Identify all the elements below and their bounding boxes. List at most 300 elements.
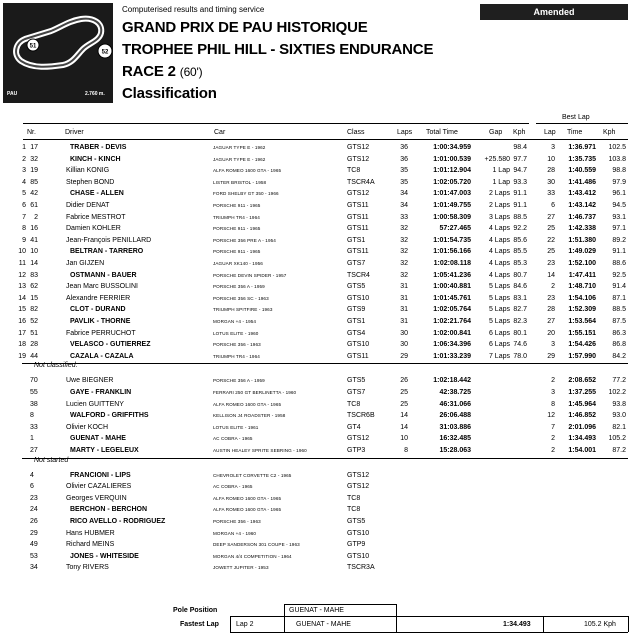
col-gap: Gap bbox=[489, 129, 503, 136]
class-cell: TC8 bbox=[347, 167, 361, 175]
laps-cell: 34 bbox=[400, 202, 408, 209]
driver-cell: BERCHON - BERCHON bbox=[70, 506, 147, 514]
class-cell: GTS11 bbox=[347, 248, 369, 256]
position-cell: 15 bbox=[18, 306, 26, 314]
kph-cell: 74.6 bbox=[513, 341, 527, 349]
laps-cell: 29 bbox=[400, 352, 408, 360]
car-model-cell: MORGAN 4/4 COMPETITION - 1964 bbox=[213, 553, 292, 559]
header-subtitle: Computerised results and timing service bbox=[122, 5, 265, 14]
col-best-time: Time bbox=[567, 129, 583, 136]
total-time-cell: 31:03.886 bbox=[439, 423, 471, 431]
car-number-cell: 55 bbox=[30, 389, 38, 396]
class-cell: GTS11 bbox=[347, 225, 369, 233]
class-cell: GTS5 bbox=[347, 377, 366, 385]
class-cell: GTS1 bbox=[347, 318, 366, 325]
kph-cell: 97.7 bbox=[513, 155, 527, 163]
best-lap-kph-cell: 77.2 bbox=[612, 377, 626, 385]
total-time-cell: 16:32.485 bbox=[439, 435, 471, 443]
total-time-cell: 42:38.725 bbox=[439, 389, 471, 396]
best-lap-kph-cell: 88.5 bbox=[612, 306, 626, 314]
class-cell: GTS4 bbox=[347, 329, 366, 337]
car-model-cell: PORSCHE 911 - 1965 bbox=[213, 226, 261, 232]
best-lap-kph-cell: 93.8 bbox=[612, 400, 626, 408]
table-row bbox=[0, 387, 631, 399]
best-lap-number-cell: 3 bbox=[551, 144, 555, 151]
car-number-cell: 14 bbox=[30, 260, 38, 267]
total-time-cell: 1:01:49.755 bbox=[433, 202, 471, 209]
best-lap-kph-cell: 94.5 bbox=[612, 202, 626, 209]
col-driver: Driver bbox=[65, 129, 84, 136]
class-cell: GTS1 bbox=[347, 236, 366, 244]
best-lap-time-cell: 1:37.255 bbox=[568, 389, 596, 396]
corner-label-51: 51 bbox=[29, 43, 37, 50]
car-number-cell: 24 bbox=[30, 506, 38, 514]
laps-cell: 32 bbox=[400, 260, 408, 267]
class-cell: GTS12 bbox=[347, 190, 370, 198]
best-lap-number-cell: 23 bbox=[547, 294, 555, 302]
class-cell: TC8 bbox=[347, 400, 361, 408]
best-lap-kph-cell: 86.3 bbox=[612, 329, 626, 337]
class-cell: GTS7 bbox=[347, 260, 366, 267]
total-time-cell: 1:01:54.735 bbox=[433, 236, 471, 244]
driver-cell: Alexandre FERRIER bbox=[66, 294, 131, 302]
driver-cell: MARTY - LEGELEUX bbox=[70, 447, 139, 454]
best-lap-number-cell: 12 bbox=[547, 412, 555, 420]
gap-cell: 4 Laps bbox=[488, 236, 510, 244]
car-number-cell: 26 bbox=[30, 518, 38, 525]
car-model-cell: PORSCHE 356 A - 1959 bbox=[213, 378, 265, 384]
best-lap-kph-cell: 88.6 bbox=[612, 260, 626, 267]
laps-cell: 14 bbox=[400, 423, 408, 431]
laps-cell: 8 bbox=[404, 447, 408, 454]
best-lap-time-cell: 1:49.029 bbox=[568, 248, 596, 256]
best-lap-time-cell: 1:54.001 bbox=[568, 447, 596, 454]
table-row bbox=[0, 493, 631, 505]
car-number-cell: 2 bbox=[34, 213, 38, 221]
series-title: TROPHEE PHIL HILL - SIXTIES ENDURANCE bbox=[122, 41, 434, 58]
table-row bbox=[0, 165, 631, 177]
car-model-cell: CHEVROLET CORVETTE C2 - 1965 bbox=[213, 472, 292, 478]
best-lap-time-cell: 1:47.411 bbox=[568, 271, 596, 279]
position-cell: 8 bbox=[22, 225, 26, 233]
kph-cell: 94.7 bbox=[513, 167, 527, 175]
total-time-cell: 1:01:56.166 bbox=[433, 248, 471, 256]
car-model-cell: PORSCHE 356 - 1963 bbox=[213, 342, 261, 348]
class-cell: GTS7 bbox=[347, 389, 366, 396]
best-lap-number-cell: 6 bbox=[551, 202, 555, 209]
driver-cell: OSTMANN - BAUER bbox=[70, 271, 137, 279]
best-lap-number-cell: 28 bbox=[547, 167, 555, 175]
car-model-cell: ALFA ROMEO 1600 GTA - 1965 bbox=[213, 168, 282, 174]
divider-3 bbox=[230, 616, 231, 632]
driver-cell: Jan GIJZEN bbox=[66, 260, 105, 267]
col-best-kph: Kph bbox=[603, 129, 616, 136]
track-length: 2.760 m. bbox=[85, 91, 105, 97]
position-cell: 2 bbox=[22, 155, 26, 163]
driver-cell: Olivier KOCH bbox=[66, 423, 109, 431]
driver-cell: VELASCO - GUTIERREZ bbox=[70, 341, 151, 349]
driver-cell: KINCH - KINCH bbox=[70, 155, 121, 163]
car-model-cell: MORGAN +4 - 1960 bbox=[213, 530, 257, 536]
gap-cell: 5 Laps bbox=[488, 283, 510, 291]
pole-position-label: Pole Position bbox=[173, 607, 218, 614]
col-lap: Lap bbox=[544, 129, 556, 136]
car-model-cell: JOWETT JUPITER - 1953 bbox=[213, 565, 269, 571]
table-row bbox=[0, 142, 631, 154]
driver-cell: Fabrice PERRUCHOT bbox=[66, 329, 136, 337]
best-lap-kph-cell: 89.2 bbox=[612, 236, 626, 244]
fastest-lap-number: Lap 2 bbox=[236, 621, 254, 628]
table-row bbox=[0, 339, 631, 351]
class-cell: GTS5 bbox=[347, 518, 366, 525]
table-row bbox=[0, 470, 631, 482]
class-cell: GTS10 bbox=[347, 294, 370, 302]
best-lap-kph-cell: 97.9 bbox=[612, 178, 626, 186]
class-cell: GTS10 bbox=[347, 341, 370, 349]
position-cell: 5 bbox=[22, 190, 26, 198]
driver-cell: Jean Marc BUSSOLINI bbox=[66, 283, 138, 291]
kph-cell: 93.3 bbox=[513, 178, 527, 186]
class-cell: TC8 bbox=[347, 494, 361, 502]
table-row bbox=[0, 177, 631, 189]
car-number-cell: 27 bbox=[30, 447, 38, 454]
car-model-cell: ALFA ROMEO 1600 GTA - 1965 bbox=[213, 401, 282, 407]
best-lap-kph-cell: 87.1 bbox=[612, 294, 626, 302]
car-number-cell: 8 bbox=[30, 412, 34, 420]
pole-rule-top bbox=[284, 604, 396, 605]
best-lap-number-cell: 27 bbox=[547, 213, 555, 221]
pole-position-driver: GUENAT - MAHE bbox=[289, 607, 344, 614]
driver-cell: FRANCIONI - LIPS bbox=[70, 471, 131, 479]
best-lap-kph-cell: 91.4 bbox=[612, 283, 626, 291]
kph-cell: 80.7 bbox=[513, 271, 527, 279]
position-cell: 19 bbox=[18, 352, 26, 360]
table-row bbox=[0, 293, 631, 305]
gap-cell: 2 Laps bbox=[488, 190, 510, 198]
driver-cell: GUENAT - MAHE bbox=[70, 435, 126, 443]
driver-cell: GAYE - FRANKLIN bbox=[70, 389, 132, 396]
car-number-cell: 51 bbox=[30, 329, 38, 337]
laps-cell: 30 bbox=[400, 341, 408, 349]
car-number-cell: 23 bbox=[30, 494, 38, 502]
car-number-cell: 15 bbox=[30, 294, 38, 302]
best-lap-kph-cell: 87.5 bbox=[612, 318, 626, 325]
table-row bbox=[0, 562, 631, 574]
position-cell: 16 bbox=[18, 318, 26, 325]
gap-cell: +25.580 bbox=[484, 155, 510, 163]
car-model-cell: JAGUAR TYPE E - 1962 bbox=[213, 145, 266, 150]
track-location: PAU bbox=[7, 91, 18, 97]
driver-cell: Didier DENAT bbox=[66, 202, 110, 209]
total-time-cell: 1:02:08.118 bbox=[433, 260, 471, 267]
laps-cell: 35 bbox=[400, 178, 408, 186]
class-cell: TC8 bbox=[347, 506, 361, 514]
driver-cell: PAVLIK - THORNE bbox=[70, 318, 131, 325]
best-lap-time-cell: 1:46.852 bbox=[568, 412, 596, 420]
kph-cell: 84.6 bbox=[513, 283, 527, 291]
best-lap-time-cell: 1:41.486 bbox=[568, 178, 596, 186]
best-lap-kph-cell: 97.1 bbox=[612, 225, 626, 233]
table-row bbox=[0, 212, 631, 224]
car-number-cell: 85 bbox=[30, 178, 38, 186]
laps-cell: 10 bbox=[400, 435, 408, 443]
kph-cell: 82.7 bbox=[513, 306, 527, 314]
car-model-cell: FERRARI 250 GT BERLINETTA - 1960 bbox=[213, 390, 297, 395]
circuit-map-icon bbox=[3, 3, 113, 89]
total-time-cell: 1:02:05.720 bbox=[433, 178, 471, 186]
table-row bbox=[0, 188, 631, 200]
best-lap-time-cell: 1:43.142 bbox=[568, 202, 596, 209]
total-time-cell: 57:27.465 bbox=[439, 225, 471, 233]
kph-cell: 85.5 bbox=[513, 248, 527, 256]
not-classified-label: Not classified: bbox=[34, 362, 78, 370]
driver-cell: TRABER - DEVIS bbox=[70, 144, 127, 151]
table-row bbox=[0, 410, 631, 422]
divider-5 bbox=[628, 616, 629, 632]
car-model-cell: ALFA ROMEO 1600 GTA - 1965 bbox=[213, 495, 282, 501]
car-model-cell: AC COBRA - 1965 bbox=[213, 436, 253, 442]
gap-cell: 4 Laps bbox=[488, 248, 510, 256]
divider-4 bbox=[543, 616, 544, 632]
gap-cell: 6 Laps bbox=[488, 329, 510, 337]
best-lap-number-cell: 2 bbox=[551, 283, 555, 291]
class-cell: GTS5 bbox=[347, 283, 366, 291]
gap-cell: 5 Laps bbox=[488, 294, 510, 302]
car-number-cell: 19 bbox=[30, 167, 38, 175]
position-cell: 7 bbox=[22, 213, 26, 221]
best-lap-number-cell: 27 bbox=[547, 318, 555, 325]
driver-cell: Fabrice MESTROT bbox=[66, 213, 126, 221]
section-divider bbox=[22, 458, 628, 459]
car-number-cell: 10 bbox=[30, 248, 38, 256]
car-number-cell: 52 bbox=[30, 318, 38, 325]
best-lap-time-cell: 1:35.735 bbox=[568, 155, 596, 163]
best-lap-number-cell: 25 bbox=[547, 225, 555, 233]
best-lap-time-cell: 1:52.309 bbox=[568, 306, 596, 314]
divider-1 bbox=[284, 604, 285, 632]
class-cell: GTS12 bbox=[347, 144, 370, 151]
best-lap-kph-cell: 84.2 bbox=[612, 352, 626, 360]
fastest-lap-driver: GUENAT - MAHE bbox=[296, 621, 351, 628]
total-time-cell: 1:00:34.959 bbox=[433, 144, 471, 151]
driver-cell: Lucien GUITTENY bbox=[66, 400, 124, 408]
footer-summary bbox=[0, 604, 631, 638]
table-row bbox=[0, 154, 631, 166]
best-lap-time-cell: 1:45.964 bbox=[568, 400, 596, 408]
position-cell: 12 bbox=[18, 271, 26, 279]
total-time-cell: 1:01:00.539 bbox=[433, 155, 471, 163]
best-lap-number-cell: 2 bbox=[551, 447, 555, 454]
total-time-cell: 26:06.488 bbox=[439, 412, 471, 420]
class-cell: GTS12 bbox=[347, 155, 370, 163]
total-time-cell: 1:06:34.396 bbox=[433, 341, 471, 349]
gap-cell: 4 Laps bbox=[488, 260, 510, 267]
best-lap-number-cell: 10 bbox=[547, 155, 555, 163]
best-lap-kph-cell: 86.8 bbox=[612, 341, 626, 349]
car-number-cell: 61 bbox=[30, 202, 38, 209]
divider-2 bbox=[396, 604, 397, 632]
driver-cell: WALFORD - GRIFFITHS bbox=[70, 412, 149, 420]
gap-cell: 5 Laps bbox=[488, 306, 510, 314]
car-model-cell: PORSCHE 356 - 1963 bbox=[213, 519, 261, 524]
best-lap-number-cell: 33 bbox=[547, 190, 555, 198]
table-row bbox=[0, 551, 631, 563]
position-cell: 9 bbox=[22, 236, 26, 244]
car-number-cell: 29 bbox=[30, 529, 38, 537]
car-number-cell: 49 bbox=[30, 541, 38, 549]
best-lap-number-cell: 3 bbox=[551, 389, 555, 396]
race-duration: (60') bbox=[179, 65, 203, 79]
car-number-cell: 62 bbox=[30, 283, 38, 291]
position-cell: 4 bbox=[22, 178, 26, 186]
car-model-cell: PORSCHE 356 A - 1959 bbox=[213, 284, 265, 290]
table-row bbox=[0, 200, 631, 212]
class-cell: GTS10 bbox=[347, 529, 370, 537]
kph-cell: 80.1 bbox=[513, 329, 527, 337]
table-row bbox=[0, 235, 631, 247]
best-lap-kph-cell: 93.0 bbox=[612, 412, 626, 420]
table-row bbox=[0, 504, 631, 516]
best-lap-time-cell: 2:08.652 bbox=[568, 377, 596, 385]
best-lap-kph-cell: 103.8 bbox=[608, 155, 626, 163]
car-model-cell: TRIUMPH SPITFIRE - 1963 bbox=[213, 307, 273, 313]
car-number-cell: 28 bbox=[30, 341, 38, 349]
class-cell: TSCR4A bbox=[347, 178, 375, 186]
col-kph: Kph bbox=[513, 129, 526, 136]
driver-cell: Tony RIVERS bbox=[66, 564, 109, 572]
kph-cell: 91.1 bbox=[513, 190, 527, 198]
total-time-cell: 46:31.066 bbox=[439, 400, 471, 408]
table-row bbox=[0, 281, 631, 293]
kph-cell: 92.2 bbox=[513, 225, 527, 233]
event-title: GRAND PRIX DE PAU HISTORIQUE bbox=[122, 19, 368, 36]
best-lap-kph-cell: 91.1 bbox=[612, 248, 626, 256]
table-row bbox=[0, 399, 631, 411]
car-model-cell: PORSCHE DEVIN SPIDER - 1957 bbox=[213, 272, 287, 278]
table-row bbox=[0, 375, 631, 387]
class-cell: GTS10 bbox=[347, 552, 370, 560]
table-row bbox=[0, 528, 631, 540]
car-model-cell: KELLISON J4 ROADSTER - 1958 bbox=[213, 413, 286, 419]
fastest-lap-speed: 105.2 Kph bbox=[584, 621, 616, 628]
best-lap-kph-cell: 96.1 bbox=[612, 190, 626, 198]
kph-cell: 88.5 bbox=[513, 213, 527, 221]
table-row bbox=[0, 246, 631, 258]
gap-cell: 3 Laps bbox=[488, 213, 510, 221]
table-row bbox=[0, 433, 631, 445]
laps-cell: 14 bbox=[400, 412, 408, 420]
car-number-cell: 82 bbox=[30, 306, 38, 314]
gap-cell: 5 Laps bbox=[488, 318, 510, 325]
class-cell: GTS12 bbox=[347, 435, 370, 443]
car-model-cell: MORGAN +4 - 1954 bbox=[213, 319, 257, 324]
car-number-cell: 44 bbox=[30, 352, 38, 360]
class-cell: GTP3 bbox=[347, 447, 366, 454]
table-row bbox=[0, 258, 631, 270]
table-row bbox=[0, 445, 631, 457]
best-lap-number-cell: 7 bbox=[551, 423, 555, 431]
best-lap-time-cell: 1:46.737 bbox=[568, 213, 596, 221]
table-row bbox=[0, 223, 631, 235]
best-lap-number-cell: 30 bbox=[547, 178, 555, 186]
laps-cell: 31 bbox=[400, 294, 408, 302]
laps-cell: 33 bbox=[400, 213, 408, 221]
car-model-cell: ALFA ROMEO 1600 GTA - 1965 bbox=[213, 507, 282, 513]
best-lap-number-cell: 29 bbox=[547, 352, 555, 360]
best-lap-number-cell: 8 bbox=[551, 400, 555, 408]
best-lap-kph-cell: 102.5 bbox=[608, 144, 626, 151]
corner-label-52: 52 bbox=[101, 49, 109, 56]
car-number-cell: 4 bbox=[30, 471, 34, 479]
total-time-cell: 1:01:33.239 bbox=[433, 352, 471, 360]
amended-badge: Amended bbox=[480, 4, 628, 20]
fastest-lap-label: Fastest Lap bbox=[180, 621, 219, 628]
kph-cell: 91.1 bbox=[513, 202, 527, 209]
car-number-cell: 41 bbox=[30, 236, 38, 244]
best-lap-time-cell: 1:40.559 bbox=[568, 167, 596, 175]
best-lap-time-cell: 1:54.106 bbox=[568, 294, 596, 302]
table-row bbox=[0, 316, 631, 328]
gap-cell: 6 Laps bbox=[488, 341, 510, 349]
col-car: Car bbox=[214, 129, 226, 136]
table-row bbox=[0, 422, 631, 434]
car-number-cell: 33 bbox=[30, 423, 38, 431]
car-number-cell: 53 bbox=[30, 552, 38, 560]
class-cell: TSCR6B bbox=[347, 412, 375, 420]
gap-cell: 1 Lap bbox=[492, 178, 510, 186]
driver-cell: JONES - WHITESIDE bbox=[70, 552, 139, 560]
best-lap-kph-cell: 87.2 bbox=[612, 447, 626, 454]
car-number-cell: 16 bbox=[30, 225, 38, 233]
class-cell: GT4 bbox=[347, 423, 361, 431]
car-number-cell: 42 bbox=[30, 190, 38, 198]
gap-cell: 7 Laps bbox=[488, 352, 510, 360]
race-name: RACE 2 bbox=[122, 63, 176, 80]
best-lap-time-cell: 2:01.096 bbox=[568, 423, 596, 431]
best-lap-number-cell: 23 bbox=[547, 260, 555, 267]
table-row bbox=[0, 304, 631, 316]
race-title bbox=[122, 63, 202, 80]
best-lap-time-cell: 1:48.710 bbox=[568, 283, 596, 291]
car-model-cell: AUSTIN HEALEY SPRITE SEBRING - 1960 bbox=[213, 448, 307, 453]
best-lap-number-cell: 22 bbox=[547, 236, 555, 244]
car-model-cell: FORD SHELBY GT 350 - 1966 bbox=[213, 191, 279, 197]
car-model-cell: LOTUS ELITE - 1960 bbox=[213, 330, 259, 336]
table-row bbox=[0, 539, 631, 551]
col-nr: Nr. bbox=[27, 129, 36, 136]
class-cell: GTS9 bbox=[347, 306, 366, 314]
car-number-cell: 83 bbox=[30, 271, 38, 279]
laps-cell: 35 bbox=[400, 167, 408, 175]
class-cell: TSCR3A bbox=[347, 564, 375, 572]
position-cell: 3 bbox=[22, 167, 26, 175]
laps-cell: 30 bbox=[400, 329, 408, 337]
not-started-label: Not started bbox=[34, 456, 69, 464]
gap-cell: 1 Lap bbox=[492, 167, 510, 175]
laps-cell: 34 bbox=[400, 190, 408, 198]
laps-cell: 36 bbox=[400, 155, 408, 163]
best-lap-number-cell: 14 bbox=[547, 271, 555, 279]
best-lap-kph-cell: 92.5 bbox=[612, 271, 626, 279]
best-lap-number-cell: 25 bbox=[547, 248, 555, 256]
gap-cell: 4 Laps bbox=[488, 225, 510, 233]
class-cell: GTS12 bbox=[347, 483, 370, 491]
driver-cell: BELTRAN - TARRERO bbox=[70, 248, 144, 256]
driver-cell: CAZALA - CAZALA bbox=[70, 352, 134, 360]
laps-cell: 32 bbox=[400, 271, 408, 279]
best-lap-kph-cell: 105.2 bbox=[608, 435, 626, 443]
total-time-cell: 1:01:47.003 bbox=[433, 190, 471, 198]
